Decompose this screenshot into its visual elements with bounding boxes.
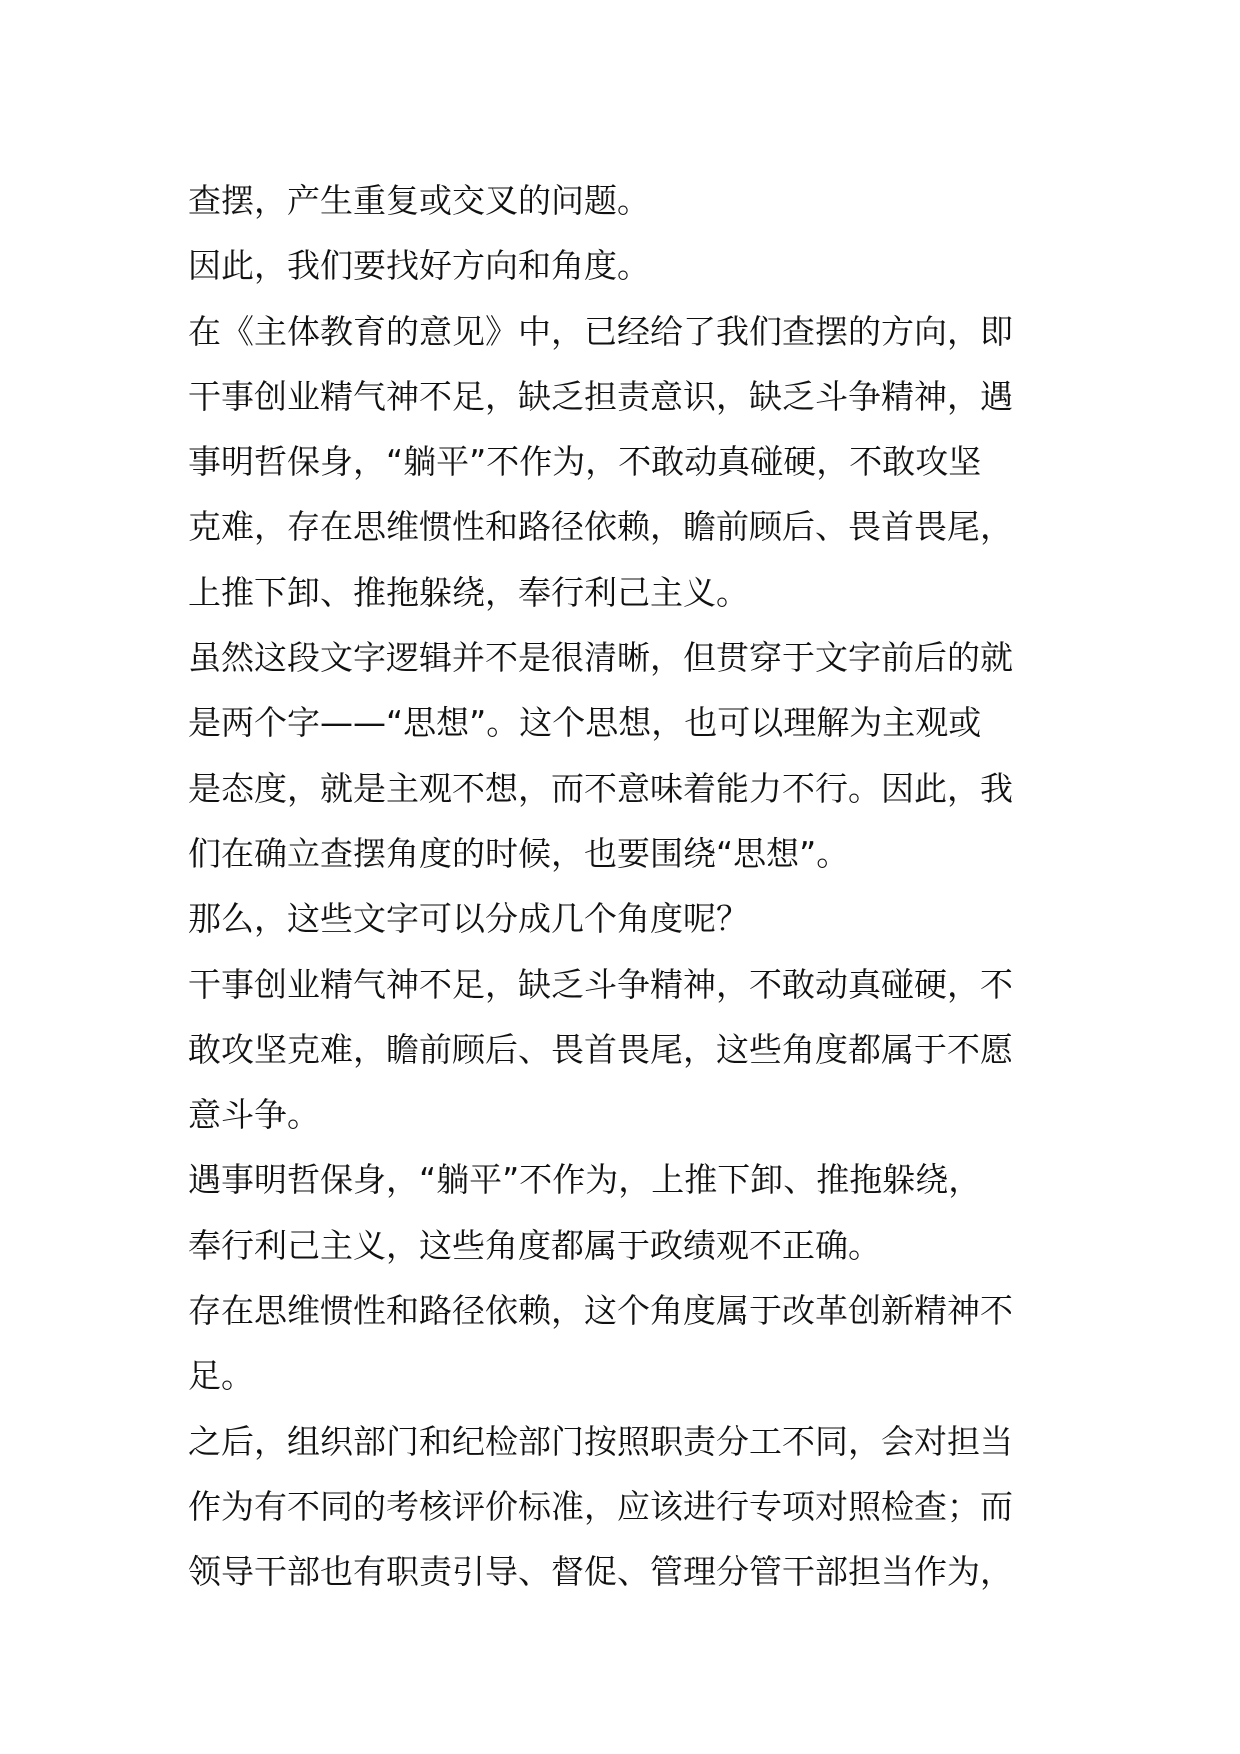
text-line: 是两个字——“思想”。这个思想，也可以理解为主观或 — [188, 703, 982, 743]
text-line: 事明哲保身，“躺平”不作为，不敢动真碰硬，不敢攻坚 — [188, 442, 982, 482]
text-line: 是态度，就是主观不想，而不意味着能力不行。因此，我 — [188, 768, 1013, 808]
text-line: 遇事明哲保身，“躺平”不作为，上推下卸、推拖躲绕， — [188, 1160, 982, 1200]
text-line: 上推下卸、推拖躲绕，奉行利己主义。 — [188, 572, 749, 612]
text-line: 们在确立查摆角度的时候，也要围绕“思想”。 — [188, 833, 850, 873]
text-line: 干事创业精气神不足，缺乏斗争精神，不敢动真碰硬，不 — [188, 964, 1013, 1004]
text-line: 之后，组织部门和纪检部门按照职责分工不同，会对担当 — [188, 1421, 1013, 1461]
text-line: 足。 — [188, 1356, 254, 1396]
text-line: 查摆，产生重复或交叉的问题。 — [188, 181, 650, 220]
text-line: 那么，这些文字可以分成几个角度呢？ — [188, 899, 749, 939]
text-line: 作为有不同的考核评价标准，应该进行专项对照检查；而 — [188, 1486, 1013, 1526]
text-line: 因此，我们要找好方向和角度。 — [188, 246, 650, 286]
text-line: 虽然这段文字逻辑并不是很清晰，但贯穿于文字前后的就 — [188, 638, 1013, 678]
text-line: 敢攻坚克难，瞻前顾后、畏首畏尾，这些角度都属于不愿 — [188, 1029, 1013, 1069]
text-line: 干事创业精气神不足，缺乏担责意识，缺乏斗争精神，遇 — [188, 376, 1013, 416]
text-line: 奉行利己主义，这些角度都属于政绩观不正确。 — [188, 1225, 881, 1265]
text-line: 领导干部也有职责引导、督促、管理分管干部担当作为， — [188, 1552, 1013, 1592]
text-line: 意斗争。 — [188, 1095, 320, 1135]
text-line: 在《主体教育的意见》中，已经给了我们查摆的方向，即 — [188, 311, 1013, 351]
text-line: 克难，存在思维惯性和路径依赖，瞻前顾后、畏首畏尾， — [188, 507, 1013, 547]
text-line: 存在思维惯性和路径依赖，这个角度属于改革创新精神不 — [188, 1291, 1013, 1331]
document-body — [188, 168, 1068, 1605]
